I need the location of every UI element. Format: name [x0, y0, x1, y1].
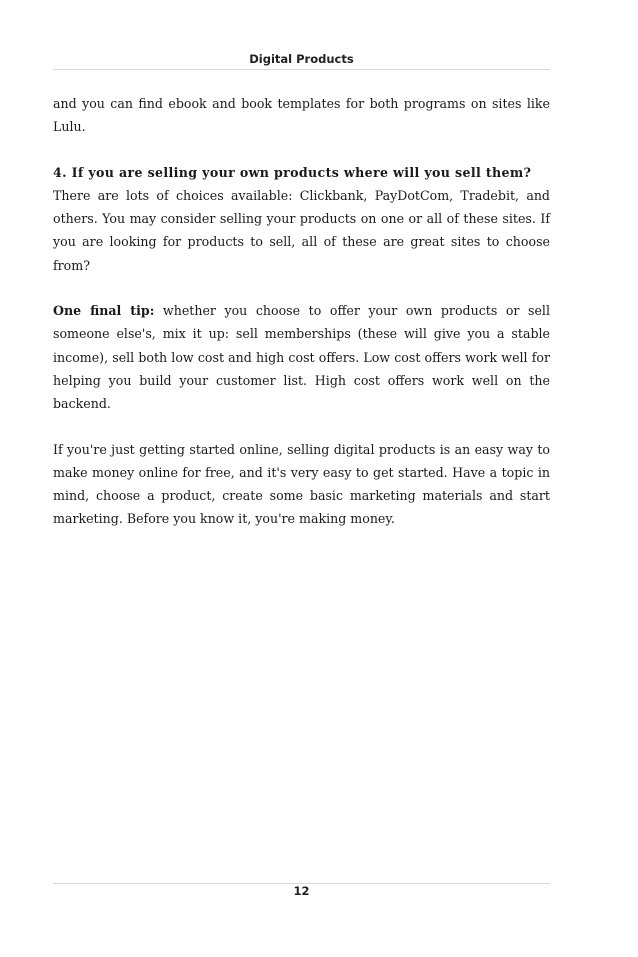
- page-number: 12: [293, 884, 310, 898]
- final-tip-body: whether you choose to offer your own products or sell someone else's, mix it up: sell memberships (these will give you a stable income), sell both low cost and high cost offers. Low cost offers work well for helping you build your customer list. High cost offers work well on the backend.: [53, 303, 550, 412]
- header-divider: [53, 69, 550, 70]
- section-heading: 4. If you are selling your own products where will you sell them?: [53, 164, 532, 180]
- paragraph-where-to-sell: [53, 161, 550, 277]
- final-tip-lead: One final tip:: [53, 303, 155, 319]
- paragraph-final-tip: [53, 299, 550, 415]
- paragraph-where-to-sell-body: There are lots of choices available: Clickbank, PayDotCom, Tradebit, and others. You may consider selling your products on one or all of these sites. If you are looking for products to sell, all of these are great sites to choose from?: [53, 187, 550, 273]
- paragraph-templates: and you can find ebook and book templates for both programs on sites like Lulu.: [53, 96, 550, 135]
- paragraph-getting-started: If you're just getting started online, selling digital products is an easy way to make money online for free, and it's very easy to get started. Have a topic in mind, choose a product, create some basic marketing materials and start marketing. Before you know it, you're making money.: [53, 441, 550, 527]
- page-body: [53, 92, 550, 553]
- page-header-title: Digital Products: [249, 52, 354, 66]
